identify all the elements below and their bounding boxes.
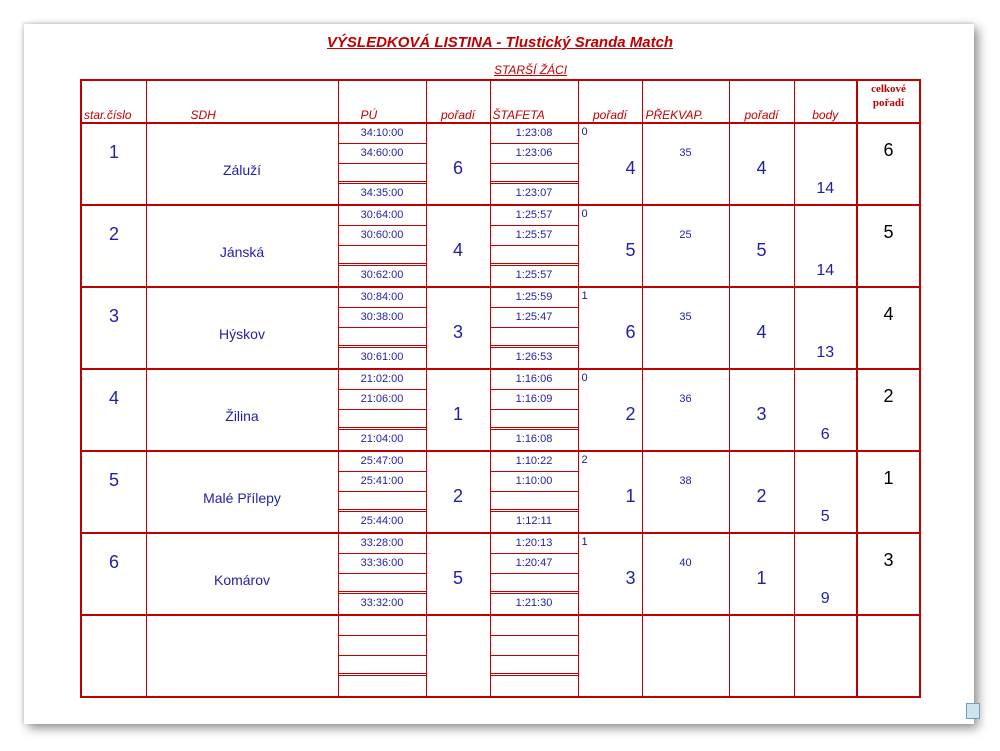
relay-rank: 4	[625, 158, 636, 178]
pu-times-cell	[338, 615, 426, 697]
category-subtitle: STARŠÍ ŽÁCI	[493, 63, 568, 77]
total-rank-cell	[857, 369, 920, 451]
pu-time-attempt: 33:28:00	[339, 534, 426, 554]
table-row	[81, 533, 920, 615]
total-rank: 1	[883, 468, 894, 488]
pu-time-attempt: 34:10:00	[339, 124, 426, 144]
relay-time-attempt: 1:21:30	[515, 597, 553, 609]
pu-time-attempt	[339, 676, 426, 695]
pu-rank: 1	[452, 404, 463, 424]
pu-time-attempt	[339, 574, 426, 594]
total-rank-cell	[857, 205, 920, 287]
obstacle-rank-cell	[729, 451, 794, 533]
relay-time-attempt: 1:20:13	[491, 534, 578, 554]
header-total-rank: celkové pořadí	[857, 80, 920, 123]
team-cell	[146, 533, 338, 615]
start-number: 3	[108, 306, 119, 326]
relay-time-attempt: 1:10:00	[491, 472, 578, 492]
pu-time-attempt: 34:35:00	[360, 187, 404, 199]
points-value: 14	[816, 262, 835, 279]
pu-rank-cell	[426, 615, 490, 697]
total-rank: 3	[883, 550, 894, 570]
pu-rank: 4	[452, 240, 463, 260]
relay-times-cell	[490, 205, 578, 287]
relay-time-attempt: 1:26:53	[515, 351, 553, 363]
relay-penalty: 1	[581, 536, 588, 548]
relay-penalty: 0	[581, 126, 588, 138]
total-rank-cell	[857, 615, 920, 697]
pu-rank-cell	[426, 369, 490, 451]
obstacle-value: 40	[679, 557, 692, 569]
obstacle-rank: 4	[756, 158, 767, 178]
relay-penalty: 0	[581, 208, 588, 220]
relay-times-cell	[490, 369, 578, 451]
pu-time-attempt	[339, 616, 426, 636]
table-row	[81, 205, 920, 287]
results-table	[80, 79, 921, 698]
pu-time-attempt	[339, 636, 426, 656]
relay-time-attempt: 1:25:47	[491, 308, 578, 328]
obstacle-rank: 1	[756, 568, 767, 588]
pu-rank-cell	[426, 451, 490, 533]
obstacle-value: 35	[679, 147, 692, 159]
relay-time-attempt	[491, 656, 578, 676]
relay-time-attempt: 1:25:57	[491, 226, 578, 246]
relay-rank-cell	[578, 615, 642, 697]
pu-time-attempt: 30:38:00	[339, 308, 426, 328]
relay-rank-cell	[578, 205, 642, 287]
start-number-cell	[81, 287, 146, 369]
header-points: body	[794, 80, 857, 123]
pu-time-attempt: 30:61:00	[360, 351, 404, 363]
team-cell	[146, 123, 338, 205]
pu-time-attempt	[339, 656, 426, 676]
pu-rank-cell	[426, 533, 490, 615]
relay-time-attempt: 1:25:59	[491, 288, 578, 308]
relay-penalty: 0	[581, 372, 588, 384]
team-cell	[146, 369, 338, 451]
pu-times-cell	[338, 123, 426, 205]
pu-rank-cell	[426, 287, 490, 369]
obstacle-rank-cell	[729, 205, 794, 287]
pu-times-cell	[338, 533, 426, 615]
resize-handle-icon[interactable]	[966, 703, 980, 719]
team-name: Malé Přílepy	[203, 490, 281, 506]
pu-time-attempt	[339, 246, 426, 266]
obstacle-cell	[642, 451, 729, 533]
relay-rank-cell	[578, 287, 642, 369]
total-rank: 4	[883, 304, 894, 324]
relay-rank-cell	[578, 451, 642, 533]
team-name: Záluží	[222, 162, 262, 178]
start-number-cell	[81, 615, 146, 697]
start-number: 5	[108, 470, 119, 490]
total-rank-cell	[857, 123, 920, 205]
relay-time-attempt	[491, 410, 578, 430]
obstacle-rank-cell	[729, 287, 794, 369]
relay-times-cell	[490, 533, 578, 615]
pu-time-attempt: 30:84:00	[339, 288, 426, 308]
relay-time-attempt	[491, 164, 578, 184]
obstacle-rank: 3	[756, 404, 767, 424]
pu-time-attempt	[339, 492, 426, 512]
relay-times-cell	[490, 287, 578, 369]
obstacle-value: 35	[679, 311, 692, 323]
start-number-cell	[81, 451, 146, 533]
relay-penalty: 1	[581, 290, 588, 302]
total-rank-cell	[857, 533, 920, 615]
relay-times-cell	[490, 451, 578, 533]
points-value: 13	[816, 344, 835, 361]
relay-time-attempt	[491, 492, 578, 512]
header-pu: PÚ	[338, 80, 426, 123]
start-number: 6	[108, 552, 119, 572]
start-number-cell	[81, 123, 146, 205]
obstacle-rank-cell	[729, 123, 794, 205]
table-row	[81, 287, 920, 369]
pu-time-attempt: 25:41:00	[339, 472, 426, 492]
relay-rank: 6	[625, 322, 636, 342]
pu-time-attempt: 30:62:00	[360, 269, 404, 281]
pu-rank: 2	[452, 486, 463, 506]
pu-times-cell	[338, 205, 426, 287]
relay-time-attempt	[491, 636, 578, 656]
header-sdh: SDH	[146, 80, 338, 123]
relay-time-attempt: 1:20:47	[491, 554, 578, 574]
start-number-cell	[81, 205, 146, 287]
team-name: Jánská	[219, 244, 265, 260]
relay-time-attempt: 1:25:57	[491, 206, 578, 226]
team-cell	[146, 615, 338, 697]
points-cell	[794, 369, 857, 451]
pu-time-attempt: 34:60:00	[339, 144, 426, 164]
header-pu-rank: pořadí	[426, 80, 490, 123]
header-relay-rank: pořadí	[578, 80, 642, 123]
start-number-cell	[81, 369, 146, 451]
start-number: 2	[108, 224, 119, 244]
relay-time-attempt	[491, 676, 578, 695]
team-name: Komárov	[213, 572, 271, 588]
relay-time-attempt: 1:25:57	[515, 269, 553, 281]
points-cell	[794, 615, 857, 697]
pu-time-attempt: 21:02:00	[339, 370, 426, 390]
relay-time-attempt	[491, 328, 578, 348]
team-cell	[146, 205, 338, 287]
pu-time-attempt: 25:47:00	[339, 452, 426, 472]
obstacle-cell	[642, 369, 729, 451]
pu-time-attempt: 25:44:00	[360, 515, 404, 527]
relay-time-attempt: 1:10:22	[491, 452, 578, 472]
obstacle-rank: 2	[756, 486, 767, 506]
obstacle-value: 25	[679, 229, 692, 241]
total-rank: 6	[883, 140, 894, 160]
relay-time-attempt	[491, 246, 578, 266]
total-rank: 2	[883, 386, 894, 406]
pu-rank: 6	[452, 158, 463, 178]
pu-rank-cell	[426, 123, 490, 205]
pu-time-attempt: 30:60:00	[339, 226, 426, 246]
pu-time-attempt: 21:04:00	[360, 433, 404, 445]
start-number: 4	[108, 388, 119, 408]
header-obstacle-rank: pořadí	[729, 80, 794, 123]
pu-rank: 3	[452, 322, 463, 342]
relay-time-attempt	[491, 616, 578, 636]
relay-rank-cell	[578, 533, 642, 615]
table-row	[81, 369, 920, 451]
table-row	[81, 123, 920, 205]
team-cell	[146, 451, 338, 533]
relay-times-cell	[490, 615, 578, 697]
points-cell	[794, 123, 857, 205]
points-cell	[794, 451, 857, 533]
points-cell	[794, 205, 857, 287]
start-number: 1	[108, 142, 119, 162]
pu-time-attempt	[339, 328, 426, 348]
pu-time-attempt: 21:06:00	[339, 390, 426, 410]
relay-time-attempt: 1:16:09	[491, 390, 578, 410]
points-cell	[794, 533, 857, 615]
start-number-cell	[81, 533, 146, 615]
pu-times-cell	[338, 451, 426, 533]
relay-rank: 3	[625, 568, 636, 588]
header-start-number: star.číslo	[81, 80, 146, 123]
relay-time-attempt: 1:16:08	[515, 433, 553, 445]
obstacle-rank-cell	[729, 615, 794, 697]
team-cell	[146, 287, 338, 369]
obstacle-rank: 5	[756, 240, 767, 260]
relay-times-cell	[490, 123, 578, 205]
table-row	[81, 451, 920, 533]
relay-rank-cell	[578, 123, 642, 205]
pu-time-attempt: 33:32:00	[360, 597, 404, 609]
relay-rank: 2	[625, 404, 636, 424]
obstacle-cell	[642, 533, 729, 615]
table-row	[81, 615, 920, 697]
pu-rank-cell	[426, 205, 490, 287]
pu-rank: 5	[452, 568, 463, 588]
obstacle-cell	[642, 615, 729, 697]
total-rank: 5	[883, 222, 894, 242]
total-rank-cell	[857, 451, 920, 533]
total-rank-cell	[857, 287, 920, 369]
relay-rank: 5	[625, 240, 636, 260]
pu-times-cell	[338, 287, 426, 369]
relay-rank-cell	[578, 369, 642, 451]
relay-time-attempt	[491, 574, 578, 594]
obstacle-cell	[642, 123, 729, 205]
obstacle-value: 38	[679, 475, 692, 487]
obstacle-cell	[642, 205, 729, 287]
header-row	[81, 80, 920, 123]
obstacle-cell	[642, 287, 729, 369]
relay-time-attempt: 1:23:07	[515, 187, 553, 199]
relay-time-attempt: 1:23:06	[491, 144, 578, 164]
relay-penalty: 2	[581, 454, 588, 466]
team-name: Žilina	[225, 408, 259, 424]
pu-time-attempt: 33:36:00	[339, 554, 426, 574]
pu-time-attempt: 30:64:00	[339, 206, 426, 226]
team-name: Hýskov	[219, 326, 265, 342]
points-value: 6	[820, 426, 830, 443]
relay-rank: 1	[625, 486, 636, 506]
points-value: 14	[816, 180, 835, 197]
obstacle-value: 36	[679, 393, 692, 405]
pu-time-attempt	[339, 410, 426, 430]
relay-time-attempt: 1:12:11	[516, 515, 552, 527]
points-cell	[794, 287, 857, 369]
relay-time-attempt: 1:23:08	[491, 124, 578, 144]
pu-time-attempt	[339, 164, 426, 184]
sheet-title: VÝSLEDKOVÁ LISTINA - Tlustický Sranda Match	[326, 34, 674, 51]
obstacle-rank-cell	[729, 369, 794, 451]
relay-time-attempt: 1:16:06	[491, 370, 578, 390]
header-relay: ŠTAFETA	[490, 80, 578, 123]
points-value: 5	[820, 508, 830, 525]
header-obstacle: PŘEKVAP.	[642, 80, 729, 123]
obstacle-rank-cell	[729, 533, 794, 615]
pu-times-cell	[338, 369, 426, 451]
points-value: 9	[820, 590, 830, 607]
obstacle-rank: 4	[756, 322, 767, 342]
